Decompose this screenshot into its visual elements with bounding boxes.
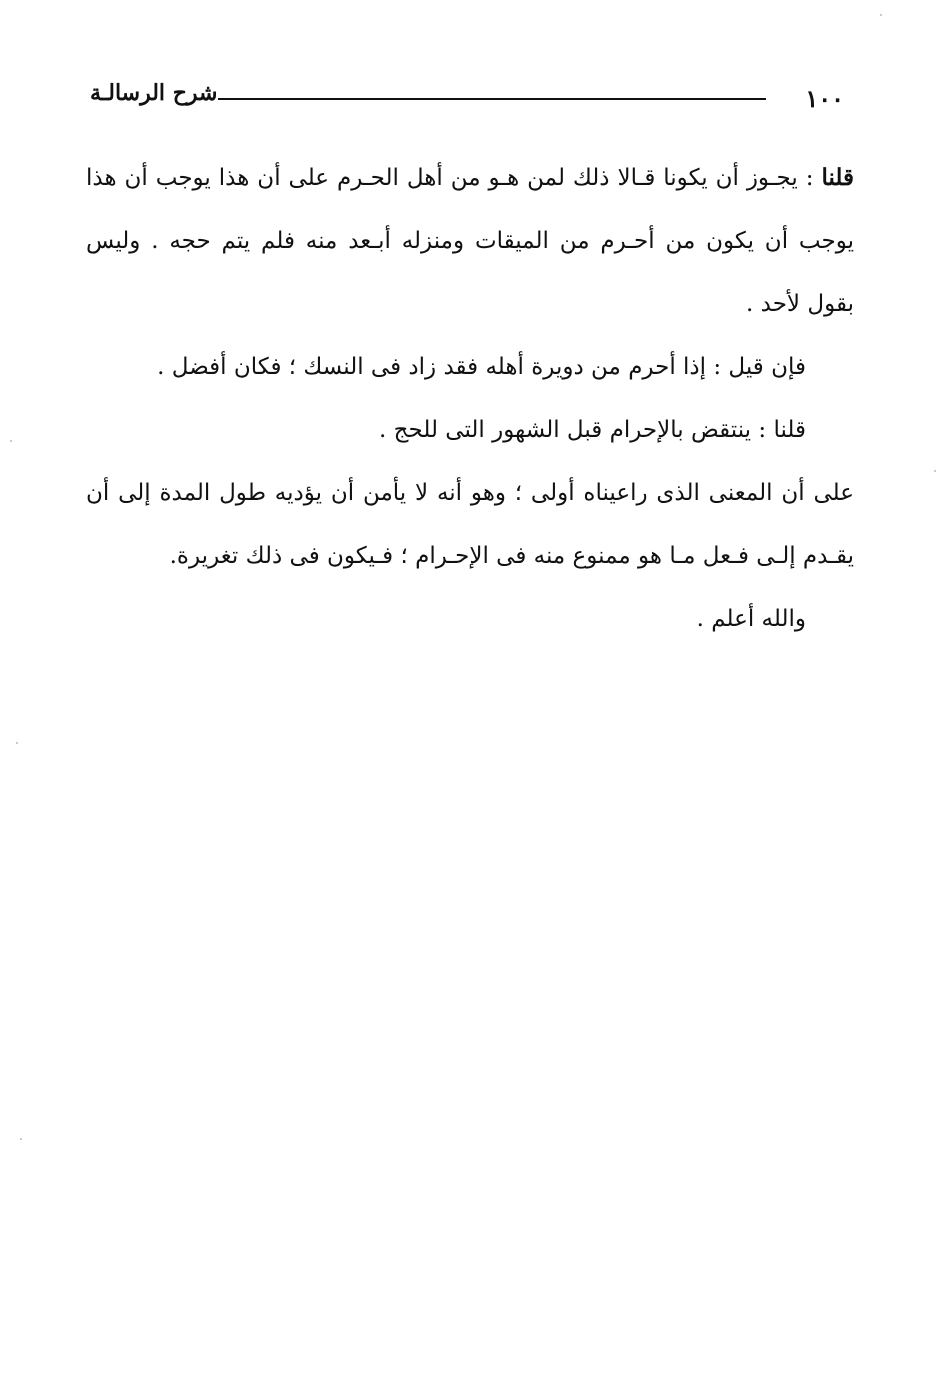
- scan-speck: [20, 1138, 22, 1140]
- page-header: [90, 78, 852, 118]
- scan-speck: [10, 440, 12, 442]
- paragraph-5: والله أعلم .: [696, 606, 806, 632]
- paragraph-2: فإن قيل : إذا أحرم من دويرة أهله فقد زاد فى النسك ؛ فكان أفضل .: [157, 354, 806, 380]
- paragraph-1-lead: قلنا: [821, 164, 855, 191]
- scan-speck: [880, 14, 882, 16]
- paragraph-3: قلنا : ينتقض بالإحرام قبل الشهور التى للحج .: [379, 417, 806, 443]
- running-title: شرح الرسالـة: [90, 80, 218, 106]
- header-rule: [218, 98, 766, 100]
- page-body: [86, 146, 854, 651]
- paragraph-4: على أن المعنى الذى راعيناه أولى ؛ وهو أنه لا يأمن أن يؤديه طول المدة إلى أن يقـدم إلـى فـعل مـا هو ممنوع منه فى الإحـرام ؛ فـيكون فى ذلك تغريرة.: [86, 480, 854, 569]
- paragraph-1: [86, 146, 854, 336]
- scan-speck: [16, 742, 18, 744]
- paragraph-1-text: : يجـوز أن يكونا قـالا ذلك لمن هـو من أهل الحـرم على أن هذا يوجب أن هذا يوجب أن يكون من أحـرم من الميقات ومنزله أبـعد منه فلم يتم حجه . وليس بقول لأحد .: [86, 165, 854, 317]
- page-number: ١٠٠: [805, 84, 844, 113]
- scan-speck: [934, 470, 936, 472]
